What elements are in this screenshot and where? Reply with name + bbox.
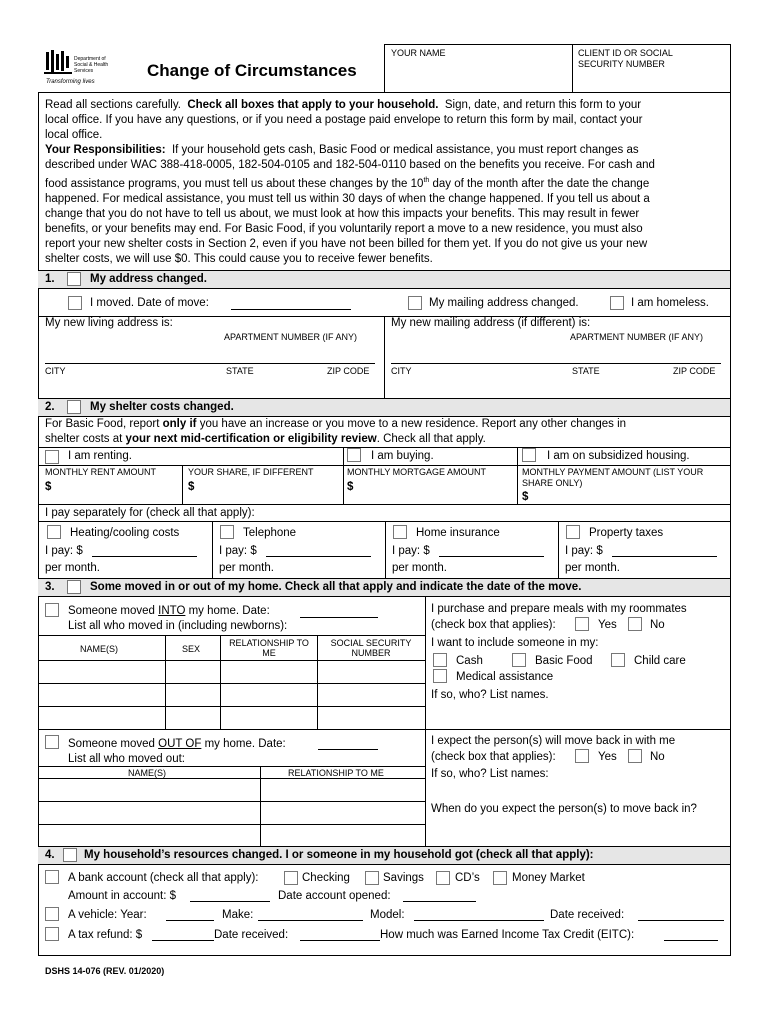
vehicle-date-field[interactable] bbox=[638, 920, 724, 921]
date-opened-field[interactable] bbox=[403, 901, 476, 902]
tax-refund-amount-field[interactable] bbox=[152, 940, 214, 941]
section-2-title: My shelter costs changed. bbox=[90, 401, 234, 413]
moved-into-checkbox[interactable] bbox=[45, 603, 59, 617]
home-insurance-checkbox[interactable] bbox=[393, 525, 407, 539]
form-id: DSHS 14-076 (REV. 01/2020) bbox=[45, 966, 165, 976]
include-child-care-checkbox[interactable] bbox=[611, 653, 625, 667]
dshs-logo bbox=[44, 48, 120, 88]
section-3-title: Some moved in or out of my home. Check all that apply and indicate the date of the move. bbox=[90, 581, 582, 593]
include-medical-checkbox[interactable] bbox=[433, 669, 447, 683]
section-2-checkbox[interactable] bbox=[67, 400, 81, 414]
vehicle-make-field[interactable] bbox=[258, 920, 363, 921]
vehicle-year-field[interactable] bbox=[166, 920, 214, 921]
move-back-yes-checkbox[interactable] bbox=[575, 749, 589, 763]
table-row[interactable] bbox=[39, 661, 424, 682]
page-title: Change of Circumstances bbox=[147, 61, 357, 80]
include-basic-food-checkbox[interactable] bbox=[512, 653, 526, 667]
section-4-checkbox[interactable] bbox=[63, 848, 77, 862]
amount-in-account-field[interactable] bbox=[190, 901, 270, 902]
move-date-field[interactable] bbox=[231, 309, 351, 310]
checking-checkbox[interactable] bbox=[284, 871, 298, 885]
your-name-label: YOUR NAME bbox=[391, 48, 446, 58]
telephone-amount-field[interactable] bbox=[266, 556, 371, 557]
cds-checkbox[interactable] bbox=[436, 871, 450, 885]
insurance-amount-field[interactable] bbox=[439, 556, 544, 557]
section-3-checkbox[interactable] bbox=[67, 580, 81, 594]
taxes-amount-field[interactable] bbox=[612, 556, 717, 557]
subsidized-checkbox[interactable] bbox=[522, 448, 536, 462]
renting-checkbox[interactable] bbox=[45, 450, 59, 464]
payment-amount-field[interactable]: $ bbox=[522, 491, 529, 503]
savings-checkbox[interactable] bbox=[365, 871, 379, 885]
section-1-checkbox[interactable] bbox=[67, 272, 81, 286]
logo-text: Department of Social & Health Services bbox=[74, 56, 109, 74]
include-cash-checkbox[interactable] bbox=[433, 653, 447, 667]
tax-refund-checkbox[interactable] bbox=[45, 927, 59, 941]
intro-text: Read all sections carefully. Check all boxes that apply to your household. Sign, date, and return this form to your local office. If you have any questions, or if you need a postage paid envelope to return this form by mail, contact your local office. Your Responsibilities: If your household gets cash, Basic Food or medical assistance, you must report changes as described under WAC 388-418-0005, 182-504-0105 and 182-504-0110 based on the benefits you receive. For cash and food assistance programs, you must tell us about these changes by the 10th day of the month after the date the change happened. For medical assistance, you must tell us within 30 days of when the change happened. If you tell us about a change that you do not have to tell us about, we must look at how this impacts your benefits. This may result in fewer benefits, or your benefits may end. For Basic Food, if you voluntarily report a move to a new residence, you must also report your new shelter costs in Section 2, even if you have not been billed for them yet. If you do not give us your new shelter costs, we will use $0. This could cause you to receive fewer benefits. bbox=[45, 99, 655, 265]
move-back-no-checkbox[interactable] bbox=[628, 749, 642, 763]
logo-tagline: Transforming lives bbox=[46, 79, 95, 85]
property-taxes-checkbox[interactable] bbox=[566, 525, 580, 539]
mailing-street-field[interactable] bbox=[391, 363, 721, 364]
section-1-title: My address changed. bbox=[90, 273, 207, 285]
meals-no-checkbox[interactable] bbox=[628, 617, 642, 631]
mailing-changed-checkbox[interactable] bbox=[408, 296, 422, 310]
bank-account-checkbox[interactable] bbox=[45, 870, 59, 884]
money-market-checkbox[interactable] bbox=[493, 871, 507, 885]
table-row[interactable] bbox=[39, 802, 424, 823]
client-id-field[interactable] bbox=[574, 72, 728, 90]
living-street-field[interactable] bbox=[45, 363, 375, 364]
client-id-label: CLIENT ID OR SOCIAL SECURITY NUMBER bbox=[578, 48, 673, 69]
heating-checkbox[interactable] bbox=[47, 525, 61, 539]
moved-checkbox[interactable] bbox=[68, 296, 82, 310]
rent-amount-field[interactable]: $ bbox=[45, 481, 52, 493]
table-row[interactable] bbox=[39, 825, 424, 845]
eitc-amount-field[interactable] bbox=[664, 940, 718, 941]
table-row[interactable] bbox=[39, 684, 424, 705]
homeless-checkbox[interactable] bbox=[610, 296, 624, 310]
meals-yes-checkbox[interactable] bbox=[575, 617, 589, 631]
tax-date-field[interactable] bbox=[300, 940, 380, 941]
heating-amount-field[interactable] bbox=[92, 556, 197, 557]
table-row[interactable] bbox=[39, 707, 424, 728]
telephone-checkbox[interactable] bbox=[220, 525, 234, 539]
vehicle-checkbox[interactable] bbox=[45, 907, 59, 921]
your-name-field[interactable] bbox=[386, 60, 570, 90]
moved-out-checkbox[interactable] bbox=[45, 735, 59, 749]
table-row[interactable] bbox=[39, 779, 424, 800]
section-4-title: My household’s resources changed. I or someone in my household got (check all that apply): bbox=[84, 849, 594, 861]
move-in-date-field[interactable] bbox=[300, 617, 378, 618]
mortgage-amount-field[interactable]: $ bbox=[347, 481, 354, 493]
dshs-logo-icon bbox=[44, 48, 74, 76]
move-out-date-field[interactable] bbox=[318, 749, 378, 750]
share-amount-field[interactable]: $ bbox=[188, 481, 195, 493]
vehicle-model-field[interactable] bbox=[414, 920, 544, 921]
buying-checkbox[interactable] bbox=[347, 448, 361, 462]
